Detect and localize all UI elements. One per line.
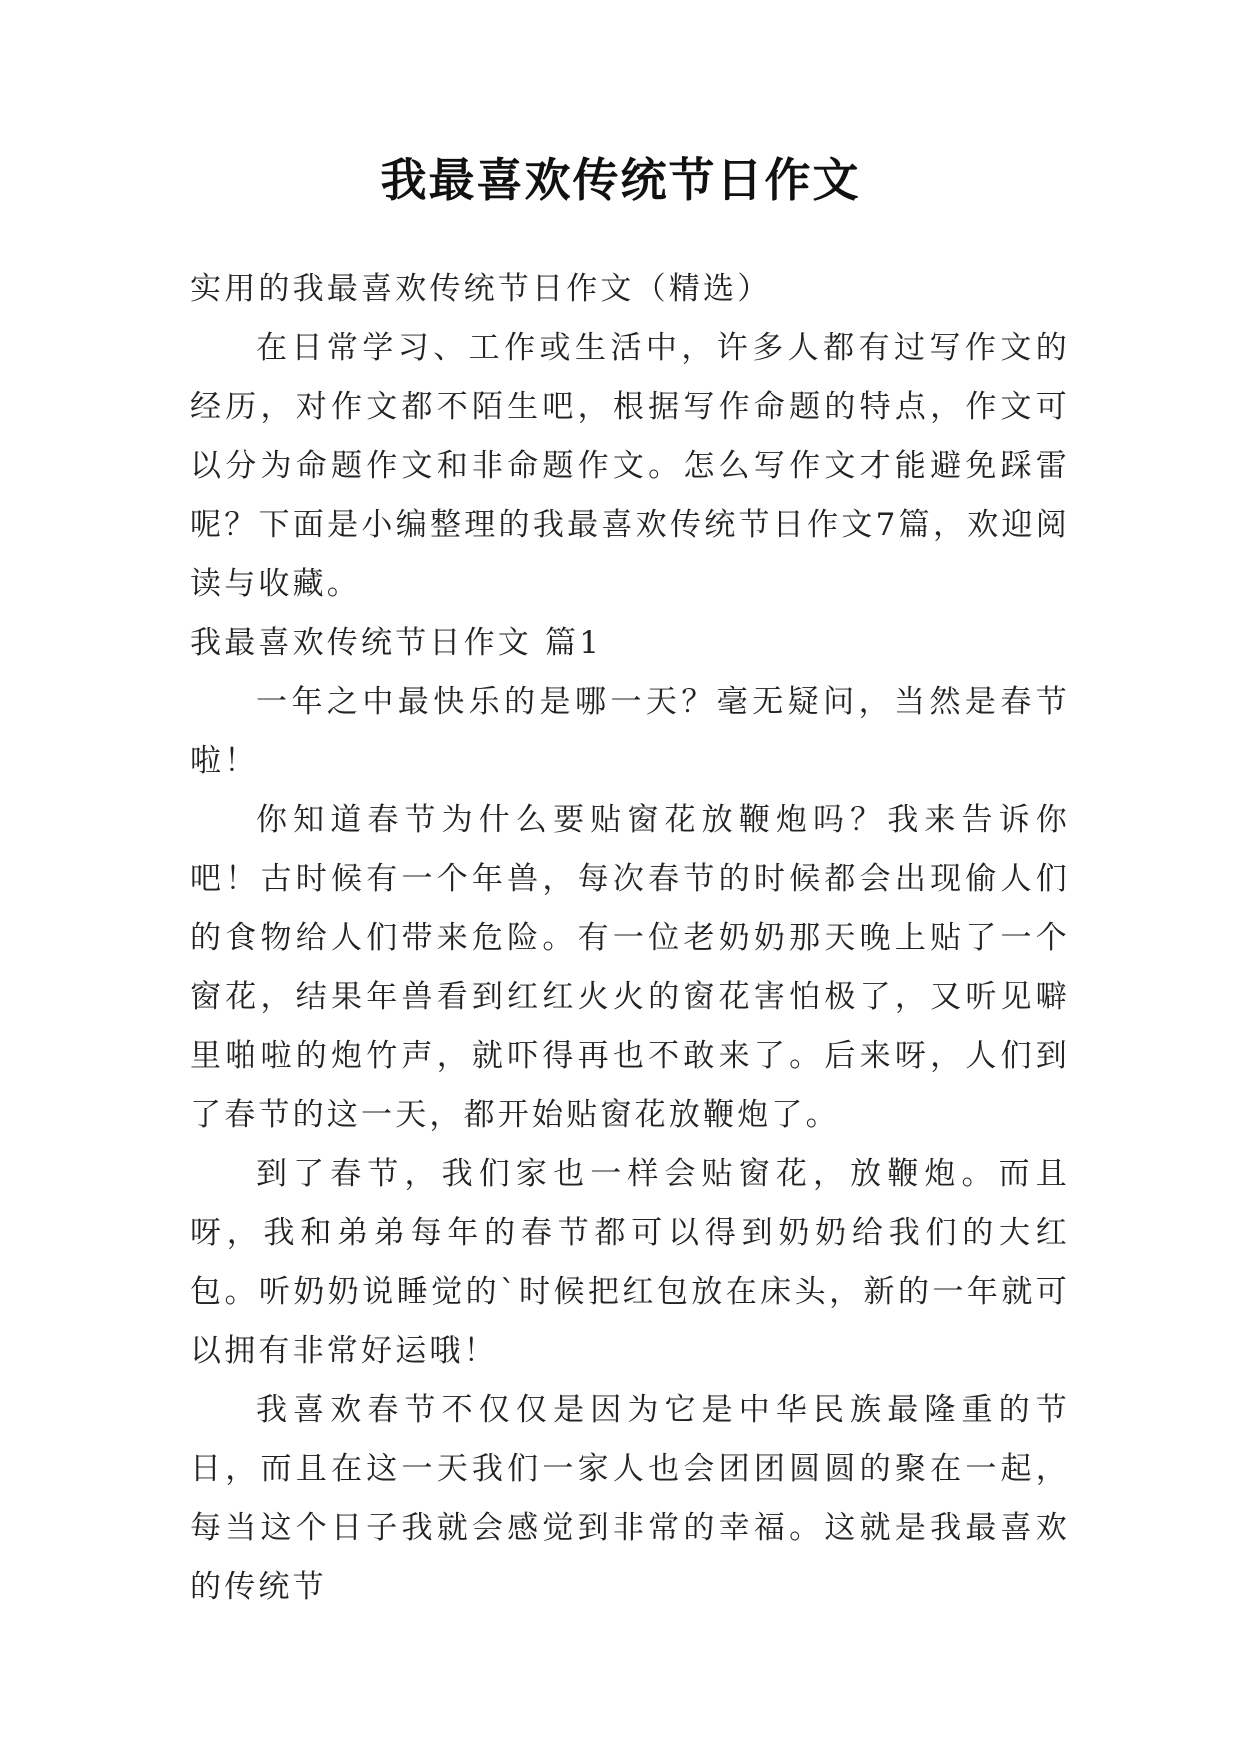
body-paragraph: 你知道春节为什么要贴窗花放鞭炮吗？我来告诉你吧！古时候有一个年兽，每次春节的时候都会出现偷人们的食物给人们带来危险。有一位老奶奶那天晚上贴了一个窗花，结果年兽看到红红火火的窗花害怕极了，又听见噼里啪啦的炮竹声，就吓得再也不敢来了。后来呀，人们到了春节的这一天，都开始贴窗花放鞭炮了。 bbox=[190, 802, 1070, 1133]
document-title: 我最喜欢传统节日作文 bbox=[380, 153, 861, 207]
subtitle-line: 实用的我最喜欢传统节日作文（精选） bbox=[190, 271, 772, 307]
body-paragraph: 到了春节，我们家也一样会贴窗花，放鞭炮。而且呀，我和弟弟每年的春节都可以得到奶奶给我们的大红包。听奶奶说睡觉的`时候把红包放在床头，新的一年就可以拥有非常好运哦！ bbox=[190, 1156, 1070, 1369]
document-body bbox=[190, 260, 1070, 1617]
intro-paragraph: 在日常学习、工作或生活中，许多人都有过写作文的经历，对作文都不陌生吧，根据写作命题的特点，作文可以分为命题作文和非命题作文。怎么写作文才能避免踩雷呢？下面是小编整理的我最喜欢传统节日作文7篇，欢迎阅读与收藏。 bbox=[190, 330, 1070, 602]
section-heading: 我最喜欢传统节日作文 篇1 bbox=[190, 625, 603, 661]
body-paragraph: 一年之中最快乐的是哪一天？毫无疑问，当然是春节啦！ bbox=[190, 684, 1070, 779]
body-paragraph: 我喜欢春节不仅仅是因为它是中华民族最隆重的节日，而且在这一天我们一家人也会团团圆圆的聚在一起，每当这个日子我就会感觉到非常的幸福。这就是我最喜欢的传统节 bbox=[190, 1392, 1070, 1605]
